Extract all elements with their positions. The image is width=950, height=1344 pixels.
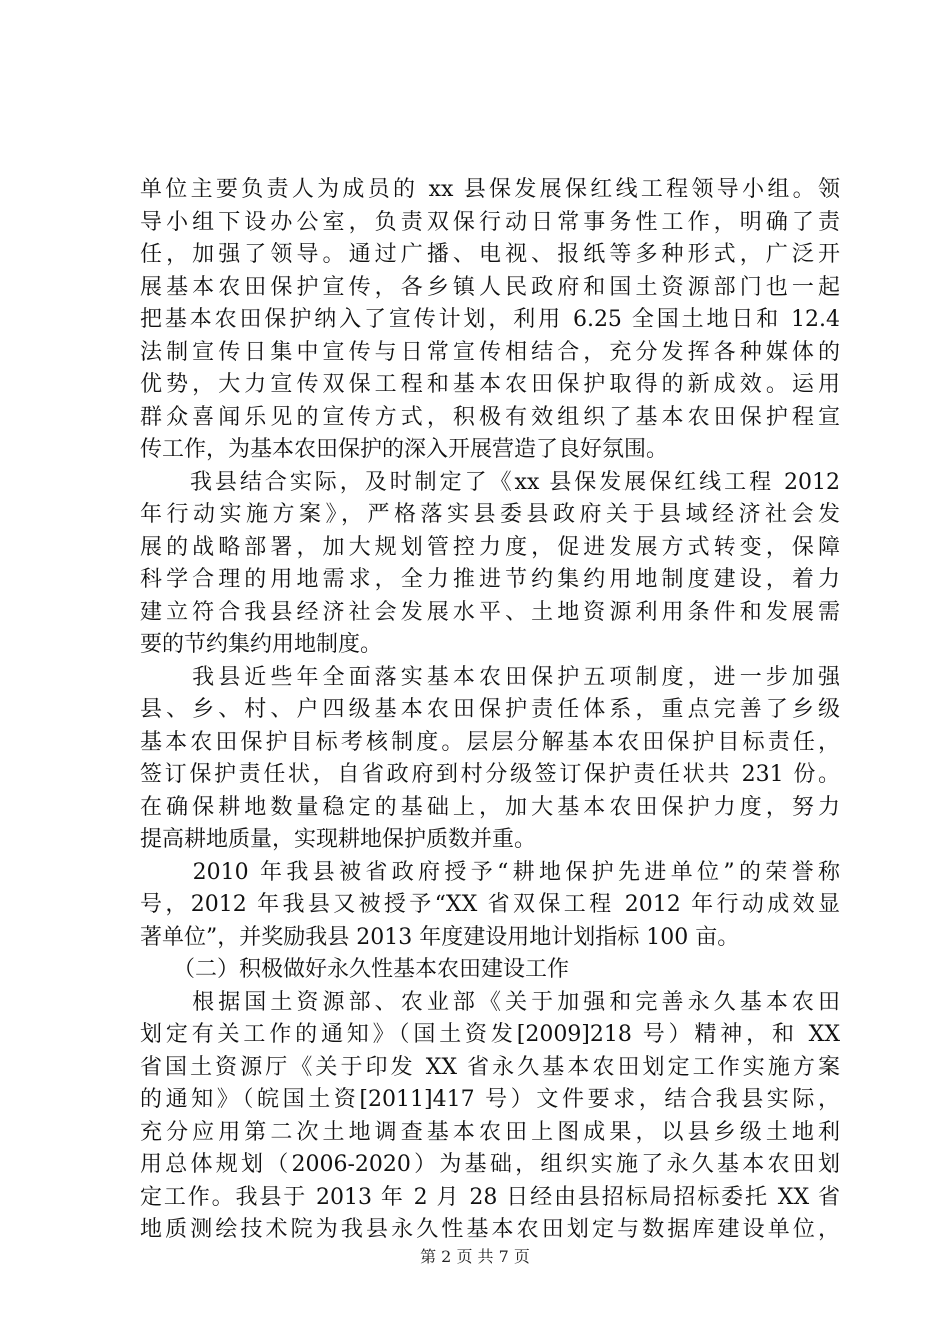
text-line: 单位主要负责人为成员的 xx 县保发展保红线工程领导小组。领	[140, 177, 840, 202]
text-line: 基本农田保护目标考核制度。层层分解基本农田保护目标责任，	[140, 729, 840, 755]
text-line: 把基本农田保护纳入了宣传计划，利用 6.25 全国土地日和 12.4	[140, 307, 840, 332]
text-line: 要的节约集约用地制度。	[140, 632, 383, 657]
text-line: 年行动实施方案》，严格落实县委县政府关于县域经济社会发	[140, 502, 840, 527]
text-line: 的通知》（皖国土资[2011]417 号）文件要求，结合我县实际，	[140, 1087, 840, 1112]
text-line: 科学合理的用地需求，全力推进节约集约用地制度建设，着力	[140, 567, 840, 592]
text-line: 定工作。我县于 2013 年 2 月 28 日经由县招标局招标委托 XX 省	[140, 1184, 840, 1210]
text-line: 我县结合实际，及时制定了《xx 县保发展保红线工程 2012	[140, 469, 840, 495]
text-line: 展基本农田保护宣传，各乡镇人民政府和国土资源部门也一起	[140, 274, 840, 300]
text-line: 优势，大力宣传双保工程和基本农田保护取得的新成效。运用	[140, 372, 840, 397]
text-line: 签订保护责任状，自省政府到村分级签订保护责任状共 231 份。	[140, 762, 840, 787]
text-line: 群众喜闻乐见的宣传方式，积极有效组织了基本农田保护程宣	[140, 404, 840, 430]
text-line: 展的战略部署，加大规划管控力度，促进发展方式转变，保障	[140, 534, 840, 560]
text-line: 用总体规划（2006-2020）为基础，组织实施了永久基本农田划	[140, 1152, 840, 1177]
text-line: 任，加强了领导。通过广播、电视、报纸等多种形式，广泛开	[140, 242, 840, 267]
section-heading: （二）积极做好永久性基本农田建设工作	[140, 957, 570, 982]
text-line: 划定有关工作的通知》（国土资发[2009]218 号）精神，和 XX	[140, 1022, 840, 1047]
text-line: 导小组下设办公室，负责双保行动日常事务性工作，明确了责	[140, 209, 840, 235]
text-line: 法制宣传日集中宣传与日常宣传相结合，充分发挥各种媒体的	[140, 339, 840, 365]
text-line: 提高耕地质量，实现耕地保护质数并重。	[140, 827, 537, 852]
text-line: 省国土资源厅《关于印发 XX 省永久基本农田划定工作实施方案	[140, 1054, 840, 1080]
text-line: 地质测绘技术院为我县永久性基本农田划定与数据库建设单位，	[140, 1217, 840, 1242]
text-line: 根据国土资源部、农业部《关于加强和完善永久基本农田	[140, 989, 840, 1015]
text-line: 2010 年我县被省政府授予“耕地保护先进单位”的荣誉称	[140, 859, 840, 885]
text-line: 著单位”，并奖励我县 2013 年度建设用地计划指标 100 亩。	[140, 924, 740, 950]
text-line: 号，2012 年我县又被授予“XX 省双保工程 2012 年行动成效显	[140, 892, 840, 917]
text-line: 建立符合我县经济社会发展水平、土地资源利用条件和发展需	[140, 599, 840, 625]
text-line: 充分应用第二次土地调查基本农田上图成果，以县乡级土地利	[140, 1119, 840, 1145]
document-body	[140, 174, 840, 1247]
text-line: 在确保耕地数量稳定的基础上，加大基本农田保护力度，努力	[140, 794, 840, 820]
text-line: 我县近些年全面落实基本农田保护五项制度，进一步加强	[140, 664, 840, 690]
text-line: 县、乡、村、户四级基本农田保护责任体系，重点完善了乡级	[140, 697, 840, 722]
page-number-footer: 第 2 页 共 7 页	[420, 1247, 530, 1266]
text-line: 传工作，为基本农田保护的深入开展营造了良好氛围。	[140, 437, 669, 462]
